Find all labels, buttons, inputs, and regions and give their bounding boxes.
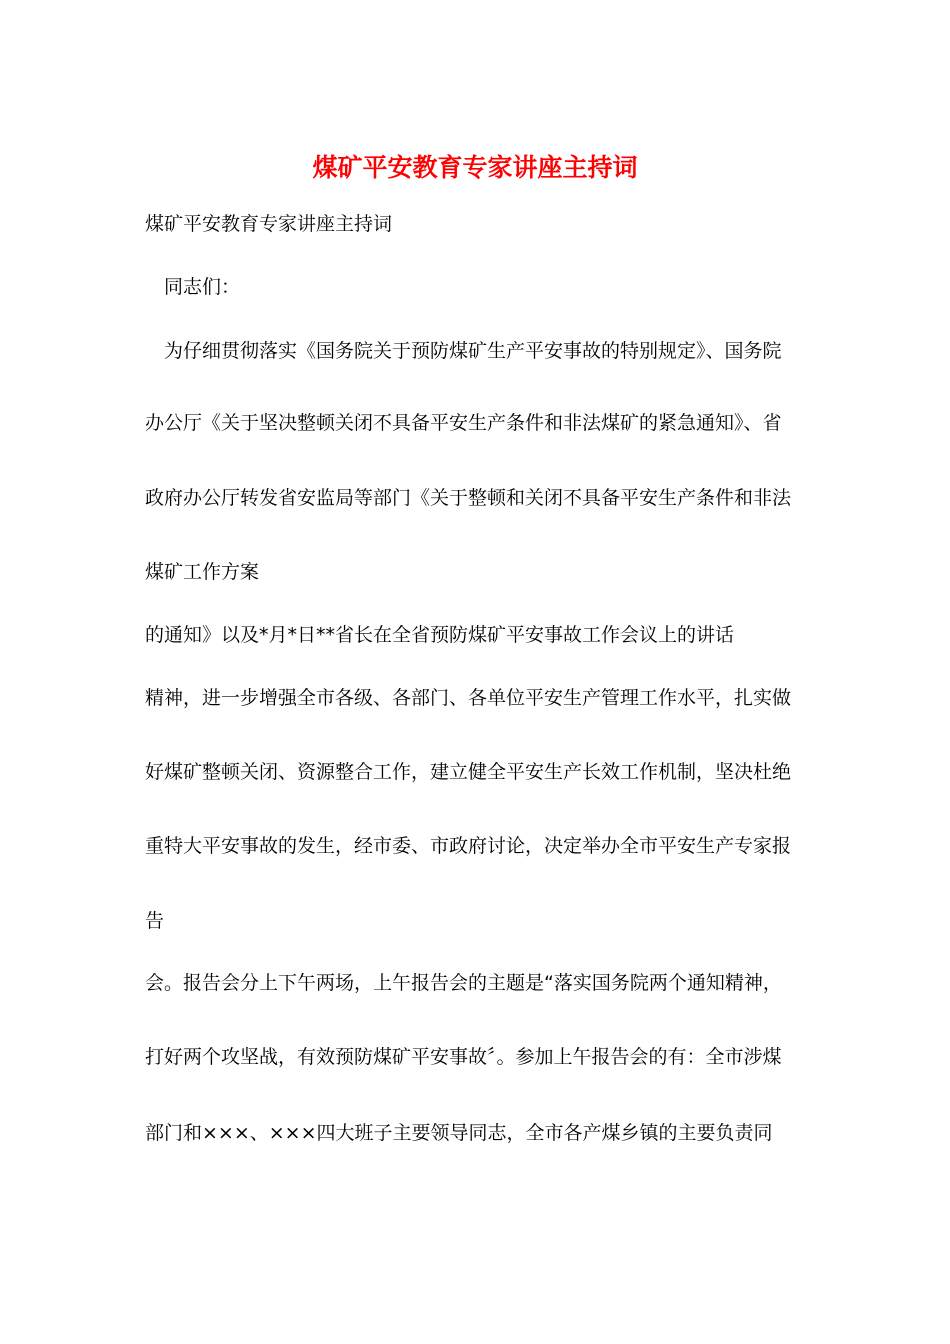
paragraph-line: 告 [145, 910, 165, 932]
paragraph-line: 政府办公厅转发省安监局等部门《关于整顿和关闭不具备平安生产条件和非法 [145, 487, 792, 509]
paragraph-line: 的通知》以及*月*日**省长在全省预防煤矿平安事故工作会议上的讲话 [145, 624, 735, 646]
salutation-line: 同志们： [164, 276, 241, 298]
paragraph-line: 精神，进一步增强全市各级、各部门、各单位平安生产管理工作水平，扎实做 [145, 687, 792, 709]
paragraph-line: 部门和×××、×××四大班子主要领导同志，全市各产煤乡镇的主要负责同 [145, 1122, 773, 1144]
paragraph-line: 为仔细贯彻落实《国务院关于预防煤矿生产平安事故的特别规定》、国务院 [164, 340, 782, 362]
document-title: 煤矿平安教育专家讲座主持词 [312, 153, 638, 182]
paragraph-line: 好煤矿整顿关闭、资源整合工作，建立健全平安生产长效工作机制，坚决杜绝 [145, 761, 792, 783]
subtitle-line: 煤矿平安教育专家讲座主持词 [145, 213, 393, 235]
paragraph-line: 打好两个攻坚战，有效预防煤矿平安事故〞。参加上午报告会的有：全市涉煤 [145, 1046, 782, 1068]
paragraph-line: 重特大平安事故的发生，经市委、市政府讨论，决定举办全市平安生产专家报 [145, 835, 792, 857]
paragraph-line: 办公厅《关于坚决整顿关闭不具备平安生产条件和非法煤矿的紧急通知》、省 [145, 412, 782, 434]
paragraph-line: 会。报告会分上下午两场，上午报告会的主题是“落实国务院两个通知精神， [145, 972, 782, 994]
paragraph-line: 煤矿工作方案 [145, 561, 260, 583]
